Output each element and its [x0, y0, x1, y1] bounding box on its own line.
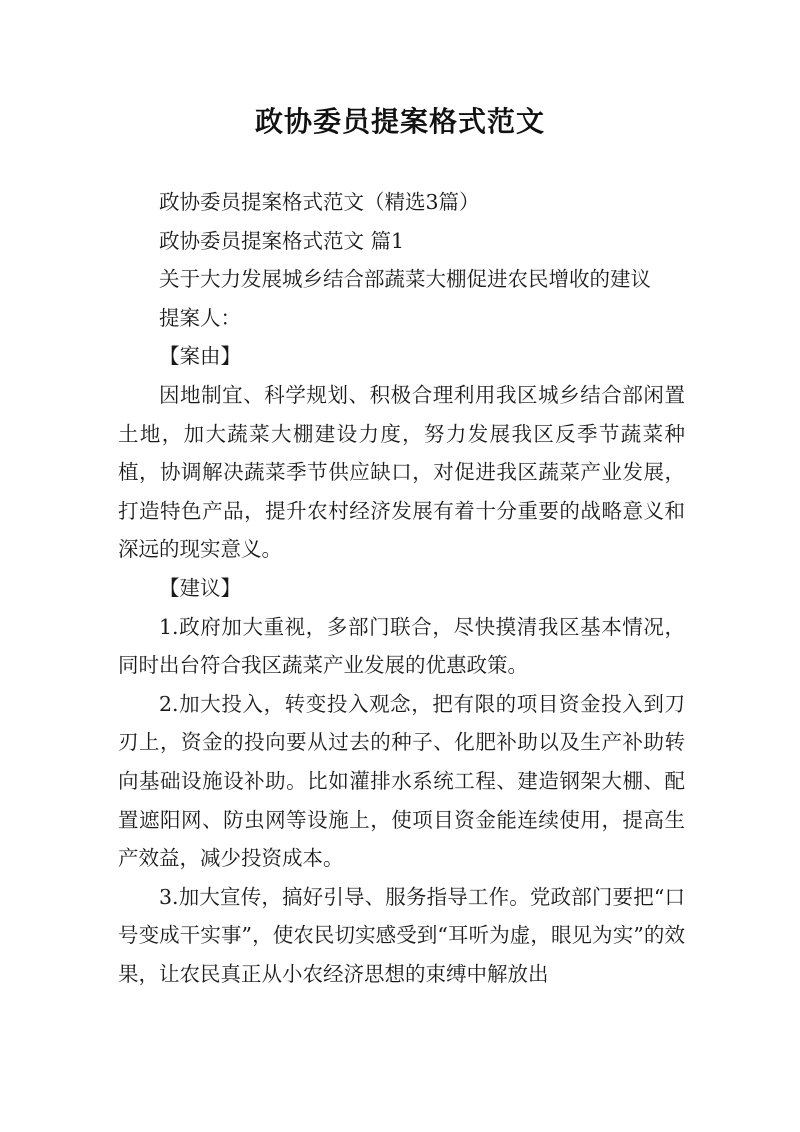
paragraph-suggestion-3: 3.加大宣传，搞好引导、服务指导工作。党政部门要把“口号变成干实事”，使农民切实感受到“耳听为虚，眼见为实”的效果，让农民真正从小农经济思想的束缚中解放出	[118, 884, 685, 986]
paragraph-collection-heading: 政协委员提案格式范文（精选3篇）	[159, 190, 480, 214]
paragraph-suggestion-2: 2.加大投入，转变投入观念，把有限的项目资金投入到刀刃上，资金的投向要从过去的种子、化肥补助以及生产补助转向基础设施设补助。比如灌排水系统工程、建造钢架大棚、配置遮阳网、防虫网等设施上，使项目资金能连续使用，提高生产效益，减少投资成本。	[118, 691, 685, 871]
paragraph-proposer: 提案人：	[159, 305, 241, 330]
paragraph-suggestion-1: 1.政府加大重视，多部门联合，尽快摸清我区基本情况，同时出台符合我区蔬菜产业发展的优惠政策。	[118, 614, 685, 678]
document-title: 政协委员提案格式范文	[254, 105, 545, 138]
paragraph-article-heading: 政协委员提案格式范文 篇1	[159, 228, 405, 253]
paragraph-suggestion-heading: 【建议】	[159, 575, 241, 600]
paragraph-proposal-title: 关于大力发展城乡结合部蔬菜大棚促进农民增收的建议	[159, 267, 651, 292]
paragraph-reason-heading: 【案由】	[159, 344, 241, 369]
paragraph-reason-body: 因地制宜、科学规划、积极合理利用我区城乡结合部闲置土地，加大蔬菜大棚建设力度，努力发展我区反季节蔬菜种植，协调解决蔬菜季节供应缺口，对促进我区蔬菜产业发展，打造特色产品，提升农村经济发展有着十分重要的战略意义和深远的现实意义。	[118, 382, 685, 562]
document-body	[118, 183, 685, 993]
